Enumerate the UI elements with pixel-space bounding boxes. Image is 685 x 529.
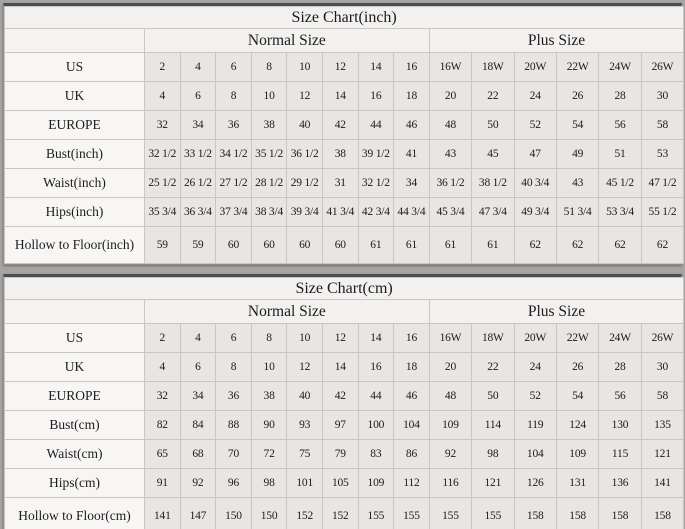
size-cell: 18W [472,324,514,353]
size-cell: 150 [216,498,252,529]
size-cell: 147 [180,498,216,529]
size-cell: 45 3/4 [429,198,471,227]
size-cell: 68 [180,440,216,469]
plus-size-header: Plus Size [429,300,683,324]
size-cell: 53 3/4 [599,198,641,227]
size-cell: 52 [514,111,556,140]
size-cell: 31 [322,169,358,198]
size-cell: 28 [599,82,641,111]
size-cell: 60 [251,227,287,264]
size-cell: 14 [358,324,394,353]
size-cell: 20 [429,82,471,111]
size-cell: 47 3/4 [472,198,514,227]
size-cell: 155 [472,498,514,529]
size-cell: 32 [145,382,181,411]
size-cell: 92 [180,469,216,498]
size-cell: 24W [599,53,641,82]
row-label: UK [5,353,145,382]
size-cell: 32 1/2 [358,169,394,198]
size-cell: 124 [556,411,598,440]
size-cell: 109 [358,469,394,498]
size-cell: 105 [322,469,358,498]
size-cell: 59 [180,227,216,264]
size-cell: 6 [216,53,252,82]
table-row [5,382,684,411]
size-cell: 29 1/2 [287,169,323,198]
size-group-header-row [5,29,684,53]
size-cell: 47 [514,140,556,169]
size-cell: 40 [287,382,323,411]
size-cell: 39 1/2 [358,140,394,169]
size-cell: 70 [216,440,252,469]
size-cell: 56 [599,382,641,411]
size-cell: 141 [145,498,181,529]
size-cell: 52 [514,382,556,411]
size-cell: 4 [180,324,216,353]
size-cell: 41 [394,140,430,169]
size-cell: 16 [358,353,394,382]
size-cell: 158 [514,498,556,529]
size-cell: 61 [472,227,514,264]
size-cell: 130 [599,411,641,440]
size-cell: 36 1/2 [429,169,471,198]
size-cell: 61 [394,227,430,264]
size-cell: 12 [322,53,358,82]
size-cell: 104 [394,411,430,440]
size-cell: 116 [429,469,471,498]
size-cell: 2 [145,324,181,353]
size-cell: 38 [251,382,287,411]
size-cell: 36 1/2 [287,140,323,169]
size-cell: 36 [216,382,252,411]
size-cell: 121 [641,440,683,469]
size-cell: 93 [287,411,323,440]
size-cell: 135 [641,411,683,440]
size-cell: 6 [180,353,216,382]
table-title-row [5,7,684,29]
size-cell: 18W [472,53,514,82]
table-title-row [5,278,684,300]
size-cell: 152 [322,498,358,529]
size-cell: 56 [599,111,641,140]
size-cell: 50 [472,111,514,140]
size-cell: 22W [556,324,598,353]
size-cell: 37 3/4 [216,198,252,227]
normal-size-header: Normal Size [145,29,430,53]
normal-size-header: Normal Size [145,300,430,324]
size-cell: 150 [251,498,287,529]
row-label: Bust(inch) [5,140,145,169]
size-cell: 45 1/2 [599,169,641,198]
size-cell: 119 [514,411,556,440]
size-cell: 20W [514,53,556,82]
size-cell: 115 [599,440,641,469]
table-row [5,169,684,198]
size-cell: 51 3/4 [556,198,598,227]
row-label: UK [5,82,145,111]
size-cell: 10 [251,82,287,111]
corner-cell [5,29,145,53]
size-cell: 26 [556,353,598,382]
size-cell: 96 [216,469,252,498]
table-row [5,469,684,498]
size-cell: 47 1/2 [641,169,684,198]
row-label: US [5,53,145,82]
size-cell: 36 [216,111,252,140]
size-cell: 114 [472,411,514,440]
size-cell: 8 [216,353,252,382]
size-cell: 24W [599,324,641,353]
size-cell: 104 [514,440,556,469]
size-chart-table-inch [4,6,684,264]
size-cell: 43 [429,140,471,169]
size-cell: 53 [641,140,684,169]
size-cell: 24 [514,353,556,382]
size-chart-table-cm [4,277,684,529]
size-cell: 34 [180,111,216,140]
size-cell: 88 [216,411,252,440]
size-cell: 24 [514,82,556,111]
size-cell: 41 3/4 [322,198,358,227]
size-cell: 40 3/4 [514,169,556,198]
size-cell: 33 1/2 [180,140,216,169]
size-cell: 26 1/2 [180,169,216,198]
size-cell: 126 [514,469,556,498]
size-cell: 65 [145,440,181,469]
size-cell: 16 [358,82,394,111]
table-row [5,198,684,227]
size-cell: 22W [556,53,598,82]
size-cell: 62 [514,227,556,264]
size-cell: 46 [394,111,430,140]
size-cell: 22 [472,82,514,111]
size-cell: 44 [358,111,394,140]
size-cell: 43 [556,169,598,198]
size-cell: 26W [641,324,683,353]
row-label: Hips(cm) [5,469,145,498]
row-label: Hollow to Floor(inch) [5,227,145,264]
size-cell: 136 [599,469,641,498]
row-label: Waist(cm) [5,440,145,469]
size-cell: 109 [556,440,598,469]
size-cell: 61 [358,227,394,264]
row-label: EUROPE [5,382,145,411]
size-cell: 90 [251,411,287,440]
size-cell: 49 3/4 [514,198,556,227]
size-cell: 26 [556,82,598,111]
size-cell: 16 [394,324,430,353]
size-cell: 50 [472,382,514,411]
size-cell: 8 [216,82,252,111]
size-cell: 62 [556,227,598,264]
size-cell: 42 3/4 [358,198,394,227]
size-cell: 10 [287,53,323,82]
size-cell: 44 [358,382,394,411]
size-cell: 62 [599,227,641,264]
size-cell: 32 [145,111,181,140]
row-label: US [5,324,145,353]
size-cell: 14 [358,53,394,82]
size-cell: 72 [251,440,287,469]
size-cell: 155 [394,498,430,529]
size-cell: 4 [180,53,216,82]
size-cell: 16W [429,324,471,353]
size-cell: 38 [251,111,287,140]
size-cell: 155 [429,498,471,529]
table-row [5,140,684,169]
size-cell: 34 [180,382,216,411]
size-cell: 18 [394,82,430,111]
size-cell: 48 [429,111,471,140]
table-row [5,227,684,264]
size-cell: 121 [472,469,514,498]
table-row [5,324,684,353]
size-cell: 44 3/4 [394,198,430,227]
size-cell: 54 [556,111,598,140]
size-cell: 131 [556,469,598,498]
size-cell: 155 [358,498,394,529]
size-cell: 22 [472,353,514,382]
table-row [5,111,684,140]
size-cell: 25 1/2 [145,169,181,198]
size-cell: 60 [322,227,358,264]
size-cell: 32 1/2 [145,140,181,169]
size-cell: 20 [429,353,471,382]
table-row [5,353,684,382]
size-cell: 58 [641,111,684,140]
size-cell: 79 [322,440,358,469]
size-cell: 97 [322,411,358,440]
row-label: EUROPE [5,111,145,140]
size-cell: 91 [145,469,181,498]
size-cell: 8 [251,53,287,82]
size-cell: 46 [394,382,430,411]
size-cell: 36 3/4 [180,198,216,227]
size-cell: 6 [180,82,216,111]
table-title: Size Chart(inch) [5,7,684,29]
size-cell: 158 [599,498,641,529]
size-cell: 16 [394,53,430,82]
size-cell: 2 [145,53,181,82]
size-cell: 86 [394,440,430,469]
size-cell: 12 [287,82,323,111]
size-cell: 18 [394,353,430,382]
size-cell: 34 [394,169,430,198]
size-cell: 158 [556,498,598,529]
size-cell: 12 [322,324,358,353]
size-cell: 38 1/2 [472,169,514,198]
size-cell: 4 [145,353,181,382]
size-chart-cm-section [3,274,682,529]
corner-cell [5,300,145,324]
size-cell: 8 [251,324,287,353]
size-cell: 92 [429,440,471,469]
row-label: Bust(cm) [5,411,145,440]
size-cell: 75 [287,440,323,469]
size-cell: 60 [287,227,323,264]
size-cell: 59 [145,227,181,264]
size-cell: 61 [429,227,471,264]
size-cell: 39 3/4 [287,198,323,227]
table-row [5,440,684,469]
size-cell: 112 [394,469,430,498]
table-row [5,411,684,440]
size-cell: 84 [180,411,216,440]
size-cell: 12 [287,353,323,382]
size-chart-inch-section [3,3,682,265]
size-cell: 16W [429,53,471,82]
size-cell: 152 [287,498,323,529]
plus-size-header: Plus Size [429,29,683,53]
row-label: Hollow to Floor(cm) [5,498,145,529]
size-cell: 51 [599,140,641,169]
size-cell: 6 [216,324,252,353]
size-cell: 98 [251,469,287,498]
size-cell: 101 [287,469,323,498]
size-cell: 35 1/2 [251,140,287,169]
size-cell: 158 [641,498,683,529]
size-cell: 60 [216,227,252,264]
size-cell: 83 [358,440,394,469]
size-cell: 62 [641,227,684,264]
size-cell: 14 [322,82,358,111]
size-cell: 38 [322,140,358,169]
size-cell: 4 [145,82,181,111]
size-cell: 45 [472,140,514,169]
size-group-header-row [5,300,684,324]
size-cell: 141 [641,469,683,498]
size-cell: 42 [322,111,358,140]
size-cell: 42 [322,382,358,411]
size-cell: 27 1/2 [216,169,252,198]
size-cell: 38 3/4 [251,198,287,227]
table-row [5,498,684,529]
size-cell: 35 3/4 [145,198,181,227]
size-cell: 10 [251,353,287,382]
size-cell: 28 1/2 [251,169,287,198]
size-cell: 48 [429,382,471,411]
size-cell: 26W [641,53,684,82]
size-cell: 28 [599,353,641,382]
size-cell: 20W [514,324,556,353]
table-title: Size Chart(cm) [5,278,684,300]
size-cell: 10 [287,324,323,353]
size-cell: 40 [287,111,323,140]
size-cell: 109 [429,411,471,440]
row-label: Hips(inch) [5,198,145,227]
size-cell: 82 [145,411,181,440]
size-cell: 100 [358,411,394,440]
size-cell: 34 1/2 [216,140,252,169]
table-row [5,53,684,82]
table-row [5,82,684,111]
size-cell: 49 [556,140,598,169]
size-cell: 30 [641,353,683,382]
size-cell: 30 [641,82,684,111]
size-cell: 98 [472,440,514,469]
size-cell: 58 [641,382,683,411]
row-label: Waist(inch) [5,169,145,198]
size-cell: 54 [556,382,598,411]
size-cell: 55 1/2 [641,198,684,227]
size-cell: 14 [322,353,358,382]
